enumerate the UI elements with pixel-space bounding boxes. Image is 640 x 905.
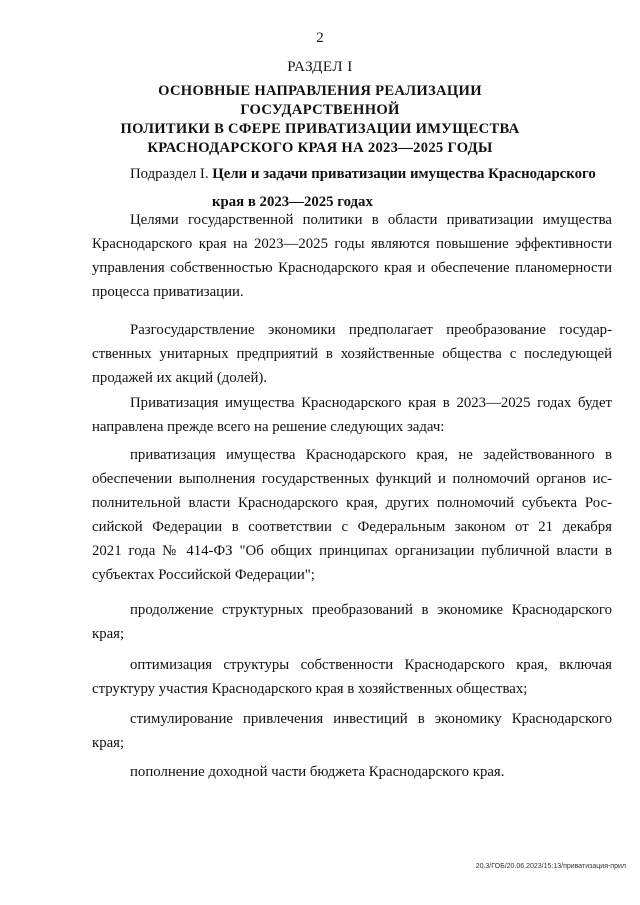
task-item-optimization	[92, 653, 612, 701]
text-line: приватизация имущества Краснодарского края, не задействованного в	[130, 447, 612, 463]
task-item-budget	[92, 760, 612, 784]
section-title	[90, 82, 550, 158]
text-line: продолжение структурных преобразований в экономике Краснодарского	[130, 602, 612, 618]
section-title-line: ПОЛИТИКИ В СФЕРЕ ПРИВАТИЗАЦИИ ИМУЩЕСТВА	[120, 121, 520, 137]
text-line: оптимизация структуры собственности Краснодарского края, включая	[130, 657, 612, 673]
text-line: субъектах Российской Федерации";	[92, 567, 315, 583]
document-footer: 20.3/ГОБ/20.06.2023/15:13/приватизация-прил	[475, 863, 626, 870]
section-title-line: ОСНОВНЫЕ НАПРАВЛЕНИЯ РЕАЛИЗАЦИИ ГОСУДАРСТВЕННОЙ	[158, 83, 482, 118]
section-label: РАЗДЕЛ I	[287, 59, 353, 75]
text-line: пополнение доходной части бюджета Краснодарского края.	[130, 764, 505, 780]
paragraph-denationalization	[92, 318, 612, 390]
page-number: 2	[316, 30, 324, 46]
text-line: процесса приватизации.	[92, 284, 244, 300]
text-line: Разгосударствление экономики предполагает преобразование государ-	[130, 322, 612, 338]
subsection-prefix: Подраздел I.	[130, 166, 209, 182]
text-line: сийской Федерации в соответствии с Федеральным законом от 21 декабря	[92, 519, 612, 535]
text-line: направлена прежде всего на решение следующих задач:	[92, 419, 445, 435]
subsection-title-cont: края в 2023—2025 годах	[212, 194, 373, 210]
text-line: структуру участия Краснодарского края в хозяйственных обществах;	[92, 681, 528, 697]
text-line: продажей их акций (долей).	[92, 370, 267, 386]
paragraph-goals	[92, 208, 612, 304]
text-line: управления собственностью Краснодарского края и обеспечение планомерности	[92, 260, 612, 276]
task-item-investment	[92, 707, 612, 755]
text-line: 2021 года № 414-ФЗ "Об общих принципах организации публичной власти в	[92, 543, 612, 559]
text-line: края;	[92, 626, 125, 642]
paragraph-tasks-intro	[92, 391, 612, 439]
text-line: Приватизация имущества Краснодарского края в 2023—2025 годах будет	[130, 395, 612, 411]
task-item-structural	[92, 598, 612, 646]
subsection-title: Цели и задачи приватизации имущества Краснодарского	[212, 166, 596, 182]
task-item-privatization	[92, 443, 612, 587]
text-line: Целями государственной политики в области приватизации имущества	[130, 212, 612, 228]
text-line: стимулирование привлечения инвестиций в экономику Краснодарского	[130, 711, 612, 727]
text-line: Краснодарского края на 2023—2025 годы являются повышение эффективности	[92, 236, 612, 252]
text-line: ственных унитарных предприятий в хозяйственные общества с последующей	[92, 346, 612, 362]
text-line: края;	[92, 735, 125, 751]
text-line: обеспечении выполнения государственных функций и полномочий органов ис-	[92, 471, 612, 487]
section-title-line: КРАСНОДАРСКОГО КРАЯ НА 2023—2025 ГОДЫ	[147, 140, 493, 156]
text-line: полнительной власти Краснодарского края, других полномочий субъекта Рос-	[92, 495, 612, 511]
